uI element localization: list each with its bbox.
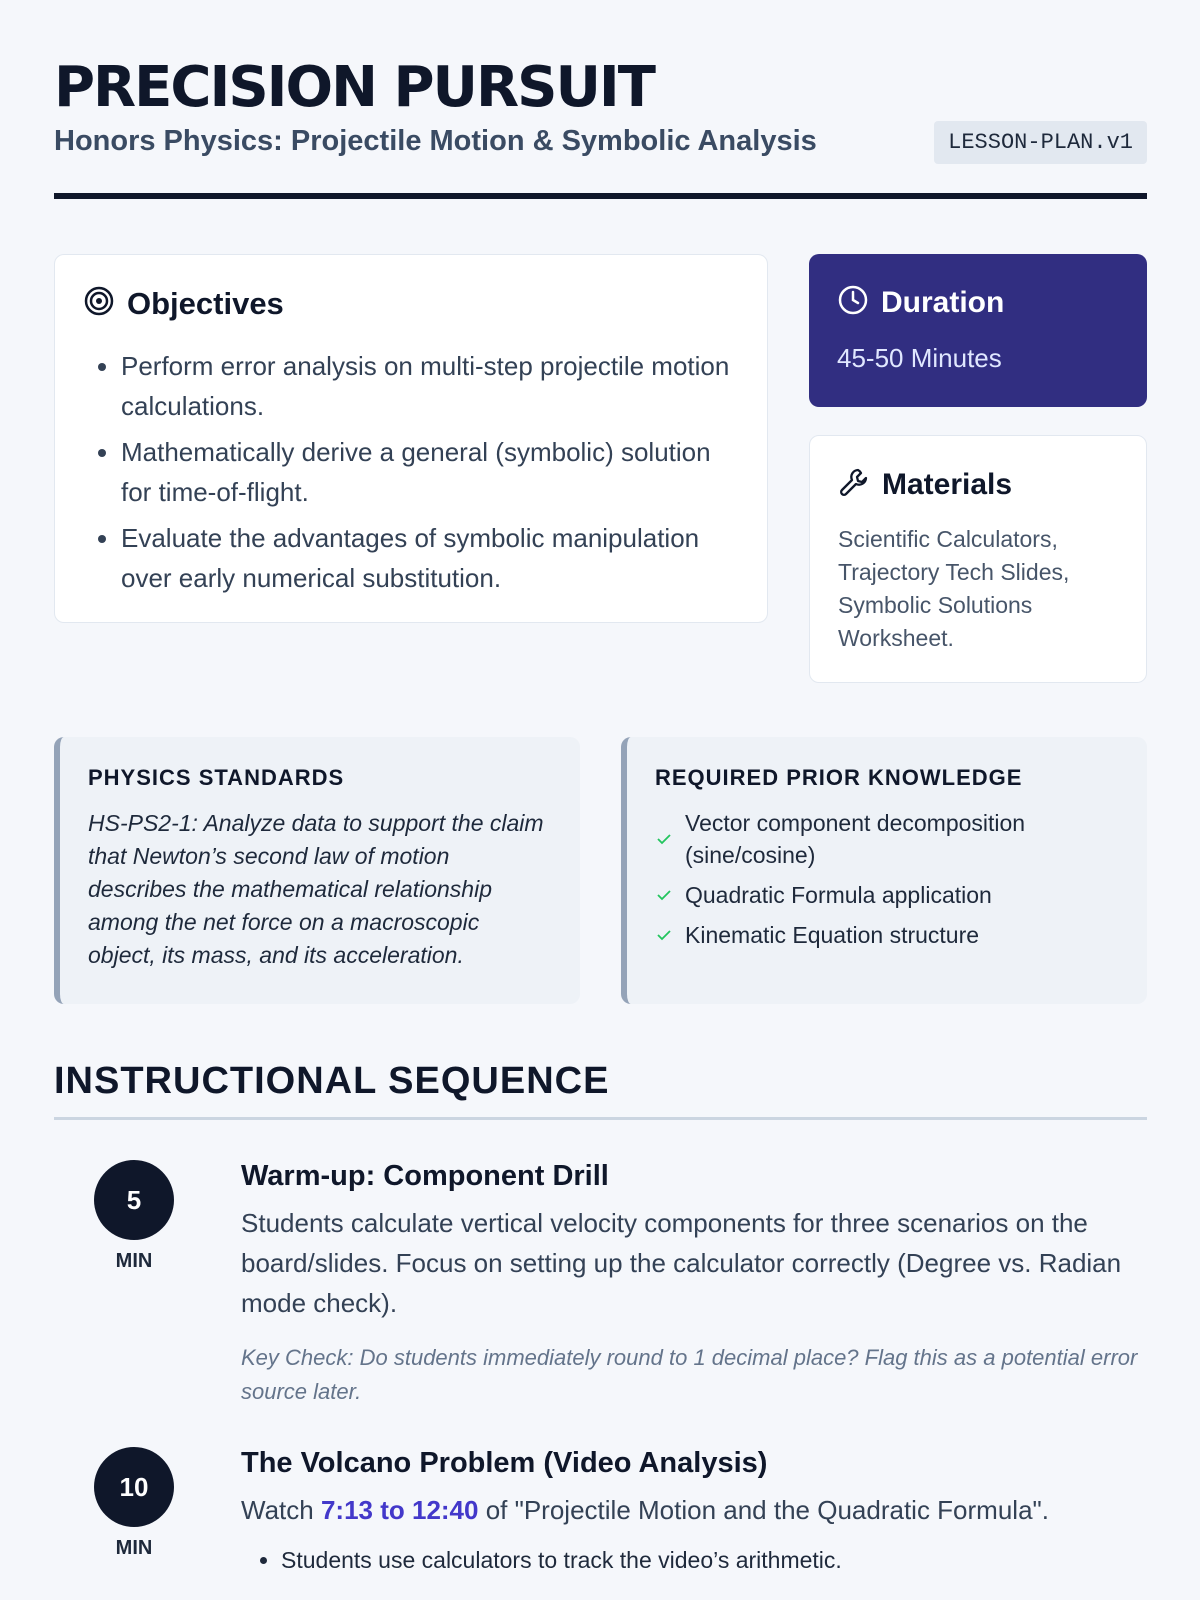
step-unit: MIN: [115, 1537, 153, 1559]
step-title: Warm-up: Component Drill: [241, 1160, 609, 1192]
prior-knowledge-item: Vector component decomposition (sine/cosine): [685, 810, 1026, 868]
description-prefix: Watch: [241, 1495, 321, 1525]
step-unit: MIN: [115, 1250, 153, 1272]
clock-icon: [837, 284, 869, 321]
version-badge: LESSON-PLAN.v1: [934, 121, 1147, 164]
list-item: [655, 919, 1119, 951]
step-minutes: 5: [94, 1160, 174, 1240]
wrench-icon: [838, 466, 870, 503]
step-timer: [94, 1160, 174, 1273]
duration-value: 45-50 Minutes: [837, 343, 1002, 373]
prior-knowledge-list: [655, 807, 1119, 951]
check-icon: [655, 830, 673, 848]
lesson-plan-page: [54, 0, 1147, 1573]
duration-card: [809, 254, 1147, 407]
standards-text: HS-PS2-1: Analyze data to support the claim that Newton’s second law of motion describes the mathematical relationship among the net force on a macroscopic object, its mass, and its acceleration.: [88, 810, 544, 968]
step-description: [241, 1490, 1141, 1530]
materials-card: [809, 435, 1147, 683]
sequence-heading: INSTRUCTIONAL SEQUENCE: [54, 1060, 610, 1102]
standards-panel: [54, 737, 580, 1004]
prior-knowledge-heading: REQUIRED PRIOR KNOWLEDGE: [655, 765, 1023, 790]
target-icon: [83, 285, 115, 322]
step-title: The Volcano Problem (Video Analysis): [241, 1447, 768, 1479]
video-timestamp: 7:13 to 12:40: [320, 1495, 479, 1525]
prior-knowledge-item: Kinematic Equation structure: [685, 922, 980, 948]
page-subtitle: Honors Physics: Projectile Motion & Symbolic Analysis: [54, 125, 817, 157]
duration-heading: Duration: [881, 285, 1005, 319]
list-item: [655, 807, 1119, 871]
page-header: [54, 0, 1147, 200]
objectives-card: [54, 254, 768, 623]
prior-knowledge-panel: [621, 737, 1147, 1004]
standards-heading: PHYSICS STANDARDS: [88, 765, 345, 790]
prior-knowledge-item: Quadratic Formula application: [685, 882, 992, 908]
list-item: [655, 879, 1119, 911]
step-minutes: 10: [94, 1447, 174, 1527]
check-icon: [655, 926, 673, 944]
header-divider: [54, 193, 1147, 199]
page-title: PRECISION PURSUIT: [54, 55, 654, 120]
sequence-divider: [54, 1117, 1147, 1120]
objective-item: • Perform error analysis on multi-step projectile motion calculations.: [121, 346, 739, 426]
check-icon: [655, 886, 673, 904]
objective-item: • Evaluate the advantages of symbolic manipulation over early numerical substitution.: [121, 518, 739, 598]
list-item: • Students use calculators to track the video’s arithmetic.: [281, 1542, 1141, 1578]
step-note: Key Check: Do students immediately round to 1 decimal place? Flag this as a potential error source later.: [241, 1345, 1138, 1404]
materials-heading: Materials: [882, 467, 1013, 501]
objectives-heading: Objectives: [127, 285, 284, 321]
step-timer: [94, 1447, 174, 1560]
materials-text: Scientific Calculators, Trajectory Tech Slides, Symbolic Solutions Worksheet.: [838, 526, 1070, 651]
step-description: Students calculate vertical velocity components for three scenarios on the board/slides. Focus on setting up the calculator correctly (Degree vs. Radian mode check).: [241, 1208, 1122, 1318]
description-suffix: of "Projectile Motion and the Quadratic Formula".: [478, 1495, 1049, 1525]
objective-item: • Mathematically derive a general (symbolic) solution for time-of-flight.: [121, 432, 739, 512]
step-bullets: [241, 1542, 1141, 1578]
objectives-list: [83, 346, 739, 598]
